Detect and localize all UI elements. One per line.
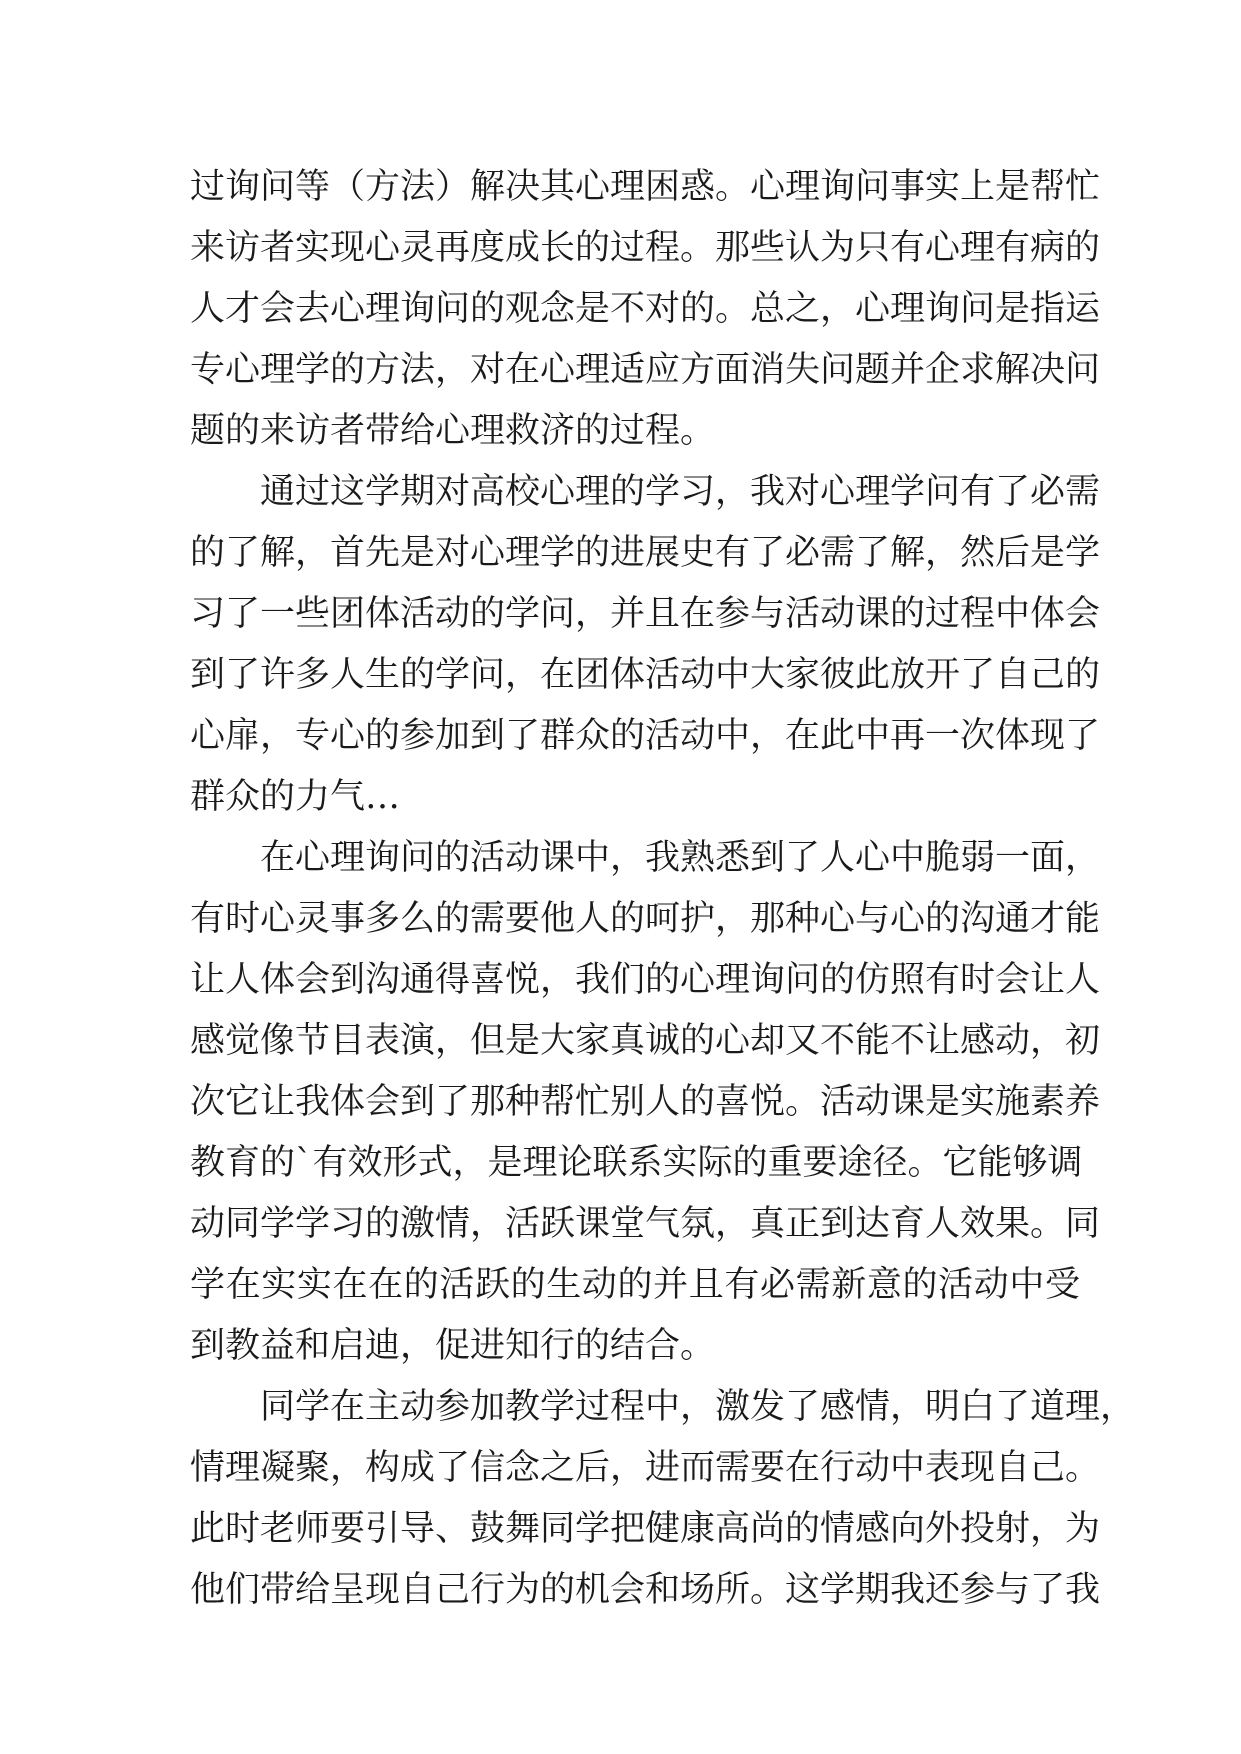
paragraph-2-line-2: 的了解，首先是对心理学的进展史有了必需了解，然后是学 (190, 533, 1101, 573)
paragraph-2-line-3: 习了一些团体活动的学问，并且在参与活动课的过程中体会 (190, 594, 1101, 634)
paragraph-2-line-4: 到了许多人生的学问，在团体活动中大家彼此放开了自己的 (190, 655, 1101, 695)
paragraph-2-line-5: 心扉，专心的参加到了群众的活动中，在此中再一次体现了 (190, 716, 1101, 756)
paragraph-4-line-2: 情理凝聚，构成了信念之后，进而需要在行动中表现自己。 (190, 1448, 1101, 1488)
paragraph-2-line-6: 群众的力气… (190, 777, 401, 817)
paragraph-3-line-6: 教育的`有效形式，是理论联系实际的重要途径。它能够调 (190, 1143, 1083, 1183)
paragraph-1-line-5: 题的来访者带给心理救济的过程。 (190, 411, 716, 451)
paragraph-3-line-8: 学在实实在在的活跃的生动的并且有必需新意的活动中受 (190, 1265, 1080, 1305)
paragraph-1-line-4: 专心理学的方法，对在心理适应方面消失问题并企求解决问 (190, 350, 1101, 390)
paragraph-3-line-2: 有时心灵事多么的需要他人的呵护，那种心与心的沟通才能 (190, 899, 1101, 939)
paragraph-3-line-7: 动同学学习的激情，活跃课堂气氛，真正到达育人效果。同 (190, 1204, 1101, 1244)
paragraph-4-line-4: 他们带给呈现自己行为的机会和场所。这学期我还参与了我 (190, 1570, 1101, 1610)
paragraph-1-line-1: 过询问等（方法）解决其心理困惑。心理询问事实上是帮忙 (190, 167, 1101, 207)
paragraph-1-line-3: 人才会去心理询问的观念是不对的。总之，心理询问是指运 (190, 289, 1101, 329)
paragraph-3-line-1: 在心理询问的活动课中，我熟悉到了人心中脆弱一面， (260, 838, 1101, 878)
paragraph-3-line-9: 到教益和启迪，促进知行的结合。 (190, 1326, 716, 1366)
paragraph-3-line-3: 让人体会到沟通得喜悦，我们的心理询问的仿照有时会让人 (190, 960, 1101, 1000)
paragraph-3-line-5: 次它让我体会到了那种帮忙别人的喜悦。活动课是实施素养 (190, 1082, 1101, 1122)
document-body (190, 157, 1136, 1621)
paragraph-3-line-4: 感觉像节目表演，但是大家真诚的心却又不能不让感动，初 (190, 1021, 1101, 1061)
paragraph-1-line-2: 来访者实现心灵再度成长的过程。那些认为只有心理有病的 (190, 228, 1101, 268)
paragraph-2-line-1: 通过这学期对高校心理的学习，我对心理学问有了必需 (260, 472, 1101, 512)
paragraph-4-line-1: 同学在主动参加教学过程中，激发了感情，明白了道理， (260, 1387, 1136, 1427)
paragraph-4-line-3: 此时老师要引导、鼓舞同学把健康高尚的情感向外投射，为 (190, 1509, 1101, 1549)
